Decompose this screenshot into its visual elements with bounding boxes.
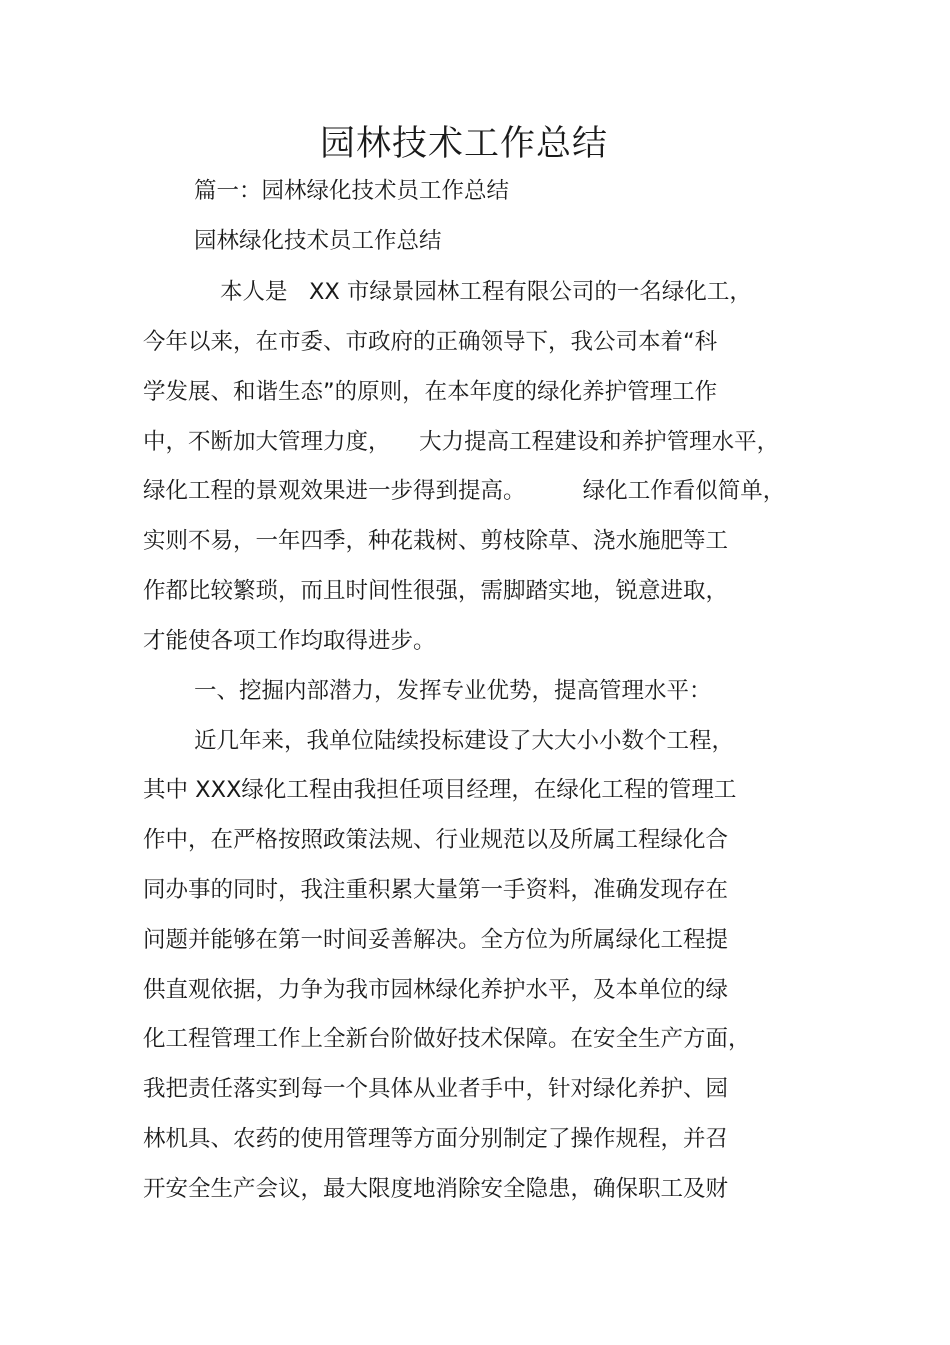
paragraph-line: 供直观依据，力争为我市园林绿化养护水平，及本单位的绿 (143, 977, 729, 1003)
paragraph-line: 作都比较繁琐，而且时间性很强，需脚踏实地，锐意进取， (143, 578, 729, 604)
paragraph-line: 开安全生产会议，最大限度地消除安全隐患，确保职工及财 (143, 1176, 729, 1202)
paragraph-line: 近几年来，我单位陆续投标建设了大大小小数个工程， (194, 728, 735, 754)
section-heading-line: 一、挖掘内部潜力，发挥专业优势，提高管理水平： (194, 678, 712, 704)
paragraph-line: 今年以来，在市委、市政府的正确领导下，我公司本着“科 (143, 329, 718, 355)
paragraph-line: 本人是 XX 市绿景园林工程有限公司的一名绿化工， (220, 279, 752, 305)
paragraph-line: 我把责任落实到每一个具体从业者手中，针对绿化养护、园 (143, 1076, 729, 1102)
paragraph-line: 绿化工程的景观效果进一步得到提高。 绿化工作看似简单， (143, 478, 786, 504)
paragraph-line: 同办事的同时，我注重积累大量第一手资料，准确发现存在 (143, 877, 729, 903)
paragraph-line: 其中 XXX绿化工程由我担任项目经理，在绿化工程的管理工 (143, 777, 737, 803)
subtitle-line: 园林绿化技术员工作总结 (194, 228, 442, 254)
paragraph-line: 实则不易，一年四季，种花栽树、剪枝除草、浇水施肥等工 (143, 528, 729, 554)
section-heading-line: 篇一：园林绿化技术员工作总结 (194, 178, 510, 204)
paragraph-line: 学发展、和谐生态”的原则，在本年度的绿化养护管理工作 (143, 379, 718, 405)
paragraph-line: 中，不断加大管理力度， 大力提高工程建设和养护管理水平， (143, 429, 780, 455)
paragraph-line: 化工程管理工作上全新台阶做好技术保障。在安全生产方面， (143, 1026, 751, 1052)
paragraph-line: 作中，在严格按照政策法规、行业规范以及所属工程绿化合 (143, 827, 729, 853)
document-title: 园林技术工作总结 (319, 124, 608, 164)
paragraph-line: 林机具、农药的使用管理等方面分别制定了操作规程，并召 (143, 1126, 729, 1152)
paragraph-line: 才能使各项工作均取得进步。 (143, 628, 436, 654)
paragraph-line: 问题并能够在第一时间妥善解决。全方位为所属绿化工程提 (143, 927, 729, 953)
